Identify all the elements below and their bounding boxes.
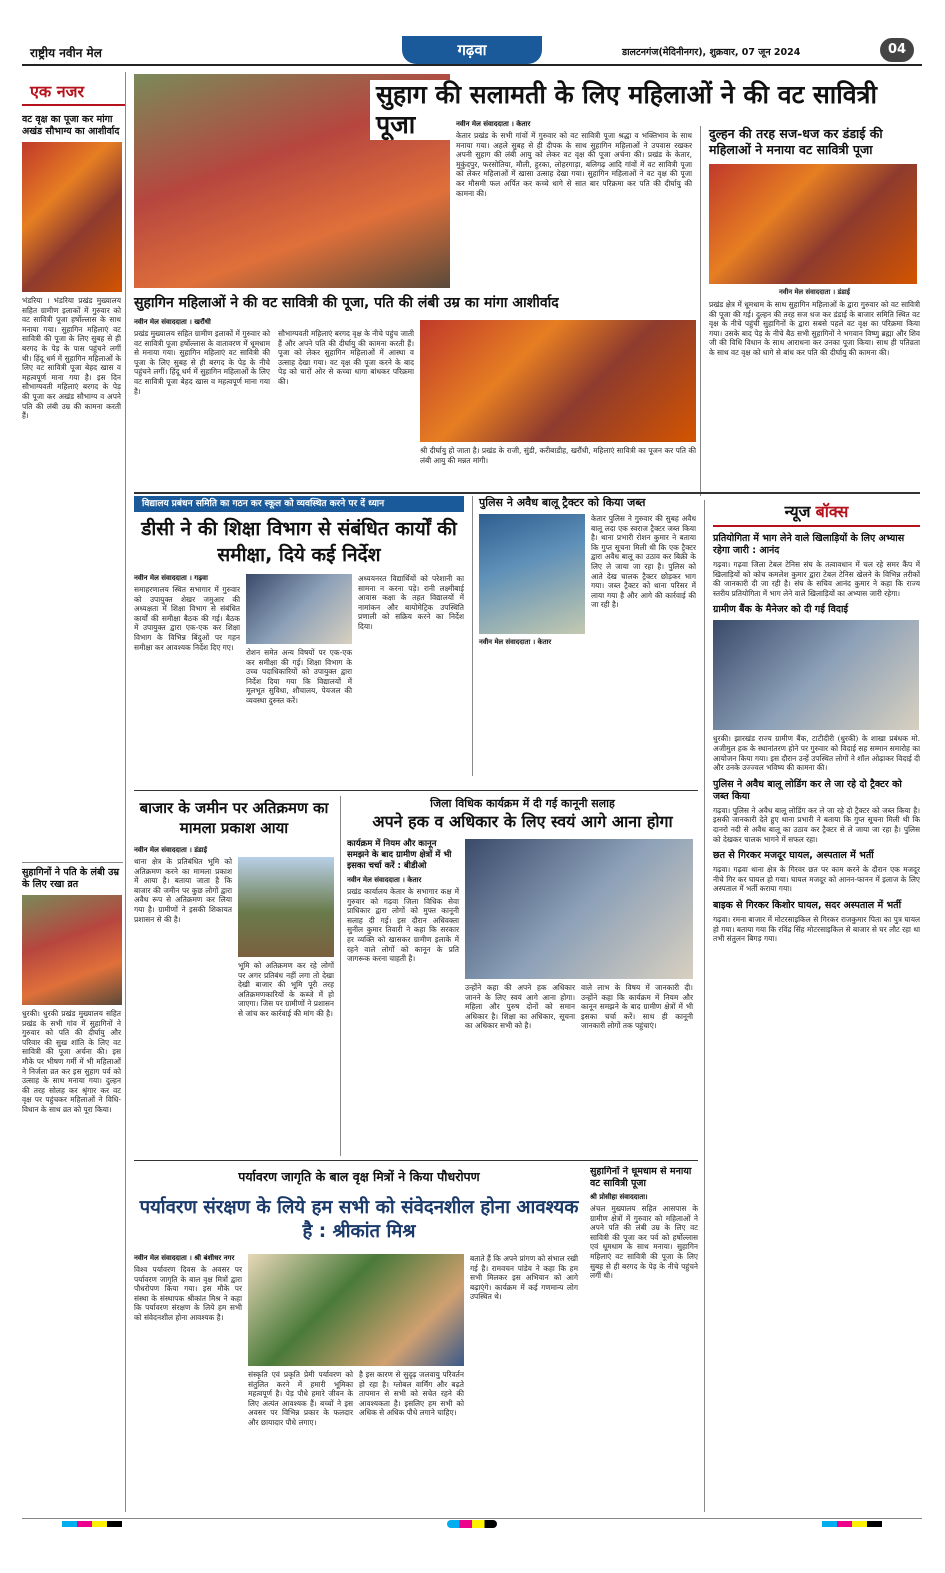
encroach-byline: नवीन मेल संवाददाता । डंडाई bbox=[134, 846, 208, 854]
color-mark-left bbox=[62, 1521, 122, 1527]
news-box-headline-2: ग्रामीण बैंक के मैनेजर को दी गई विदाई bbox=[713, 604, 849, 616]
lead-body: केतार प्रखंड के सभी गांवों में गुरुवार को वट सावित्री पूजा श्रद्धा व भक्तिभाव के साथ मनाया गया। अहले सुबह से ही दीपक के साथ सुहागिन महिलाओं ने उपवास रखकर अपनी सुहाग की लंबी आयु को लेकर वट वृक्ष की पूजा अर्चना की। प्रखंड के केतार, मुकुंदपुर, फरसोतिया, मौली, हुरका, लोहरगाड़ा, बलिगढ़ आदि गांवों में वट सावित्री पूजा को लेकर महिलाओं में खासा उत्साह देखा गया। सुहागिन महिलाओं ने वट वृक्ष की पूजा कर मौसमी फल अर्पित कर कच्चे धागे से सात बार परिक्रमा कर पति की दीर्घायु की कामना की। bbox=[456, 131, 692, 198]
worship-photo-1 bbox=[22, 142, 122, 292]
news-box-label-b: बॉक्स bbox=[815, 502, 849, 521]
dc-kicker: विद्यालय प्रबंधन समिति का गठन कर स्कूल को व्यवस्थित करने पर दें ध्यान bbox=[134, 496, 464, 512]
color-mark-center bbox=[447, 1520, 497, 1528]
env-body-3: है इस कारण से सुदृढ़ जलवायु परिवर्तन हो रहा है। ग्लोबल वार्मिंग और बढ़ते तापमान से सभी को सचेत रहने की आवश्यकता है। इसलिए हम सभी को अधिक से अधिक पौधे लगाने चाहिए। bbox=[359, 1370, 464, 1418]
env-body-2: संस्कृति एवं प्रकृति प्रेमी पर्यावरण को संतुलित करने में हमारी भूमिका महत्वपूर्ण है। पेड़ पौधे हमारे जीवन के लिए अत्यंत आवश्यक हैं। बच्चों ने इस अवसर पर विभिन्न प्रकार के फलदार और छायादार पौधे लगाए। bbox=[248, 1370, 353, 1427]
masthead bbox=[22, 36, 922, 66]
dhumdham-title: सुहागिनों ने धूमधाम से मनाया वट सावित्री पूजा bbox=[590, 1166, 692, 1189]
env-kicker: पर्यावरण जागृति के बाल वृक्ष मित्रों ने किया पौधरोपण bbox=[238, 1169, 480, 1184]
legal-body-1: प्रखंड कार्यालय केतार के सभागार कक्ष में गुरुवार को गढ़वा जिला विधिक सेवा प्राधिकार द्वारा लोगों को मुफ्त कानूनी सलाह दी गई। इस दौरान अधिवक्ता सुनील कुमार तिवारी ने कहा कि सरकार हर व्यक्ति को खासकर ग्रामीण इलाके में रहने वाले लोगों को कानून के प्रति जागरूक करना चाहती है। bbox=[347, 887, 459, 964]
news-box-body-4: गढ़वा। गढ़वा थाना क्षेत्र के गिरवर छत पर काम करने के दौरान एक मजदूर नीचे गिर कर घायल हो गया। घायल मजदूर को आनन-फानन में इलाज के लिए अस्पताल में भर्ती कराया गया। bbox=[713, 865, 920, 894]
paper-name: राष्ट्रीय नवीन मेल bbox=[30, 46, 102, 60]
legal-body-3: वाले लाभ के विषय में जानकारी दी। उन्होंने कहा कि कार्यक्रम में नियम और कानून समझने के बाद ग्रामीण क्षेत्रों में भी इसका चर्चा करें। साथ ही कानूनी जानकारी लोगों तक पहुंचाएं। bbox=[581, 983, 693, 1031]
news-box-headline-3: पुलिस ने अवैध बालू लोडिंग कर ले जा रहे दो ट्रैक्टर को जब्त किया bbox=[713, 778, 902, 802]
page-number: 04 bbox=[887, 42, 907, 57]
news-box-body-3: गढ़वा। पुलिस ने अवैध बालू लोडिंग कर ले जा रहे दो ट्रैक्टर को जब्त किया है। इसकी जानकारी देते हुए थाना प्रभारी ने बताया कि गुप्त सूचना मिली थी कि दानरो नदी से अवैध बालू का उठाव कर ट्रैक्टर से ले जाया जा रहा है। पुलिस को देखकर चालक भागने में सफल रहा। bbox=[713, 805, 920, 844]
footer-bar bbox=[22, 1518, 922, 1528]
kharaundhi-byline: नवीन मेल संवाददाता । खरौंधी bbox=[134, 318, 211, 326]
tractor-body: केतार पुलिस ने गुरुवार की सुबह अवैध बालू लदा एक स्वराज ट्रैक्टर जब्त किया है। थाना प्रभारी रोशन कुमार ने बताया कि गुप्त सूचना मिली थी कि एक ट्रैक्टर द्वारा अवैध बालू का उठाव कर बिक्री के लिए ले जाया जा रहा है। पुलिस को आते देख चालक ट्रैक्टर छोड़कर भाग गया। जब्त ट्रैक्टर को थाना परिसर में लाया गया है और आगे की कार्रवाई की जा रही है। bbox=[591, 514, 696, 610]
legal-byline: नवीन मेल संवाददाता । केतार bbox=[347, 876, 422, 884]
env-byline: नवीन मेल संवाददाता । श्री बंशीधर नगर bbox=[134, 1254, 235, 1262]
dc-story bbox=[134, 574, 464, 770]
dandai-body: प्रखंड क्षेत्र में धूमधाम के साथ सुहागिन महिलाओं के द्वारा गुरुवार को वट सावित्री की पूजा की गई। दुल्हन की तरह सज धज कर डंडाई के बाजार समिति स्थित वट वृक्ष के नीचे पहुंची सुहागिनों के द्वारा सबसे पहले वट वृक्ष का परिक्रमा किया गया। उसके बाद पेड़ के नीचे बैठ सभी सुहागिनों ने भगवान विष्णु ब्रह्मा और शिव जी की विधि विधान के साथ आराधना कर उनका पूजा किया। साथ ही पतिव्रता के साथ वट वृक्ष को धागे से बांध कर पति की दीर्घायु की कामना की। bbox=[709, 300, 920, 357]
lead-story bbox=[456, 120, 692, 290]
ek-nazar-label: एक नजर bbox=[22, 72, 125, 106]
dc-byline: नवीन मेल संवाददाता । गढ़वा bbox=[134, 574, 208, 582]
divider-1 bbox=[134, 492, 920, 494]
divider-2 bbox=[134, 790, 698, 791]
dhumdham-story bbox=[590, 1166, 698, 1512]
news-box-heading bbox=[713, 500, 920, 527]
env-body-4: बताते हैं कि अपने प्रांगण को संभाल रखी गई है। रामवचन पांडेय ने कहा कि हम सभी मिलकर इस अभियान को आगे बढ़ाएंगे। कार्यक्रम में कई गणमान्य लोग उपस्थित थे। bbox=[470, 1254, 578, 1302]
news-box-headline-5: बाइक से गिरकर किशोर घायल, सदर अस्पताल में भर्ती bbox=[713, 899, 902, 911]
dhumdham-body: अंचल मुख्यालय सहित आसपास के ग्रामीण क्षेत्रों में गुरुवार को महिलाओं ने अपने पति की लंबी उम्र के लिए वट सावित्री की पूजा कर पर्व को हर्षोल्लास एवं धूमधाम के साथ मनाया। सुहागिन महिलाएं वट सावित्री की पूजा के लिए सुबह से ही बरगद के पेड़ के नीचे पहुंचने लगीं थी। bbox=[590, 1204, 698, 1281]
dateline: डालटनगंज(मेदिनीनगर), शुक्रवार, 07 जून 2024 bbox=[622, 47, 801, 58]
dhumdham-byline: श्री प्रोसीहा संवाददाता। bbox=[590, 1193, 648, 1201]
lead-title: सुहाग की सलामती के लिए महिलाओं ने की वट सावित्री पूजा bbox=[370, 80, 918, 140]
env-story bbox=[134, 1254, 584, 1512]
env-body-1: विश्व पर्यावरण दिवस के अवसर पर पर्यावरण जागृति के बाल वृक्ष मित्रों द्वारा पौधरोपण किया गया। इस मौके पर संस्था के संस्थापक श्रीकांत मिश्र ने कहा कि पर्यावरण संरक्षण के लिये हम सभी को संवेदनशील होना आवश्यक है। bbox=[134, 1265, 242, 1322]
kharaundhi-title: सुहागिन महिलाओं ने की वट सावित्री की पूजा, पति की लंबी उम्र का मांगा आशीर्वाद bbox=[134, 295, 559, 311]
dc-title: डीसी ने की शिक्षा विभाग से संबंधित कार्यों की समीक्षा, दिये कई निर्देश bbox=[141, 518, 457, 566]
kharaundhi-photo bbox=[420, 320, 696, 442]
legal-title: अपने हक व अधिकार के लिए स्वयं आगे आना होगा bbox=[372, 812, 673, 831]
legal-kicker: जिला विधिक कार्यक्रम में दी गई कानूनी सलाह bbox=[430, 797, 615, 810]
ek-nazar-body-2: धुरकी। धुरकी प्रखंड मुख्यालय सहित प्रखंड के सभी गांव में सुहागिनों ने गुरुवार को पति की दीर्घायु और परिवार की सुख शांति के लिए वट सावित्री की पूजा अर्चना की। इस मौके पर भीषण गर्मी में भी महिलाओं ने निर्जला व्रत कर इस सुहाग पर्व को उत्साह के साथ मनाया गया। दुल्हन की तरह सोलह कर श्रृंगार कर वट वृक्ष पर पहुंचकर महिलाओं ने विधि-विधान के साथ व्रत को पूरा किया। bbox=[22, 1009, 121, 1114]
news-box-body-1: गढ़वा। गढ़वा जिला टेबल टेनिस संघ के तत्वावधान में चल रहे समर कैंप में खिलाड़ियों को कोच कमलेश कुमार द्वारा टेबल टेनिस खेलने के विभिन्न तरीकों की जानकारी दी जा रही है। संघ के सचिव आनंद कुमार ने कहा कि राज्य स्तरीय प्रतियोगिता में भाग लेने वाले खिलाड़ियों का अभ्यास जारी रहेगा। bbox=[713, 560, 920, 598]
dc-body-2: रोशन समेत अन्य विषयों पर एक-एक कर समीक्षा की गई। शिक्षा विभाग के उच्च पदाधिकारियों को उपायुक्त द्वारा निर्देश दिया गया कि विद्यालयों में मूलभूत सुविधा, शौचालय, पेयजल की व्यवस्था दुरुस्त करें। bbox=[246, 648, 352, 705]
color-mark-right bbox=[822, 1521, 882, 1527]
encroach-body-2: भूमि को अतिक्रमण कर रहे लोगों पर अगर प्रतिबंध नहीं लगा तो देखा देखी बाजार की भूमि पूरी तरह अतिक्रमणकारियों के कब्जे में हो जाएगा। जिस पर ग्रामीणों ने प्रशासन से जांच कर कार्रवाई की मांग की है। bbox=[238, 961, 334, 1018]
kharaundhi-body-1: प्रखंड मुख्यालय सहित ग्रामीण इलाकों में गुरुवार को वट सावित्री पूजा हर्षोल्लास के वातावरण में धूमधाम से मनाया गया। सुहागिन महिलाएं वट सावित्री की पूजा के लिए सुबह से ही बरगद के पेड़ के नीचे पहुंचने लगीं। हिंदू धर्म में सुहागिन महिलाओं के लिए वट सावित्री पूजा बेहद खास व महत्वपूर्ण माना गया है। bbox=[134, 329, 270, 396]
news-box bbox=[704, 500, 920, 1512]
lead-byline: नवीन मेल संवाददाता । केतार bbox=[456, 120, 531, 128]
section-title: गढ़वा bbox=[457, 41, 487, 59]
legal-story bbox=[340, 796, 698, 1156]
news-box-body-2: धुरकी। झारखंड राज्य ग्रामीण बैंक, टाटीदीरी (धुरकी) के शाखा प्रबंधक मो. अजीमुल हक के स्थानांतरण होने पर गुरुवार को विदाई सह सम्मान समारोह का आयोजन किया गया। इस दौरान उन्हें उपस्थित लोगों ने शॉल ओढ़ाकर विदाई दी और उनके उज्ज्वल भविष्य की कामना की। bbox=[713, 734, 920, 773]
tractor-title: पुलिस ने अवैध बालू ट्रैक्टर को किया जब्त bbox=[479, 496, 646, 509]
news-box-body-5: गढ़वा। रमना बाजार में मोटरसाइकिल से गिरकर राजकुमार पिता का पुत्र घायल हो गया। बताया गया कि रविंद्र सिंह मोटरसाइकिल से बाजार से घर लौट रहा था तभी संतुलन बिगड़ गया। bbox=[713, 914, 920, 944]
plantation-photo bbox=[248, 1254, 464, 1366]
legal-camp-photo bbox=[465, 839, 693, 979]
tractor-photo bbox=[479, 514, 585, 634]
env-title: पर्यावरण संरक्षण के लिये हम सभी को संवेदनशील होना आवश्यक है : श्रीकांत मिश्र bbox=[139, 1197, 579, 1242]
dc-meeting-photo bbox=[246, 574, 352, 644]
dandai-photo-caption: नवीन मेल संवाददाता । डंडाई bbox=[779, 288, 850, 296]
ek-nazar-headline-2: सुहागिनों ने पति के लंबी उम्र के लिए रखा व्रत bbox=[22, 862, 123, 891]
kharaundhi-story bbox=[134, 318, 414, 490]
ek-nazar-headline-1: वट वृक्ष का पूजा कर मांगा अखंड सौभाग्य का आशीर्वाद bbox=[22, 114, 120, 137]
tractor-byline: नवीन मेल संवाददाता । केतार bbox=[479, 638, 552, 646]
divider-3 bbox=[134, 1160, 698, 1161]
encroach-body-1: थाना क्षेत्र के प्रतिबंधित भूमि को अतिक्रमण करने का मामला प्रकाश में आया है। बताया जाता है कि बाजार की जमीन पर कुछ लोगों द्वारा अवैध रूप से अतिक्रमण कर लिया गया है। ग्रामीणों ने इसकी शिकायत प्रशासन से की है। bbox=[134, 857, 232, 924]
section-tab bbox=[402, 36, 542, 64]
dc-body-1: समाहरणालय स्थित सभागार में गुरुवार को उपायुक्त शेखर जमुआर की अध्यक्षता में शिक्षा विभाग से संबंधित कार्यों की समीक्षा बैठक की गई। बैठक में उपायुक्त द्वारा एक-एक कर शिक्षा विभाग के विभिन्न बिंदुओं पर गहन समीक्षा कर आवश्यक निर्देश दिए गए। bbox=[134, 585, 240, 652]
dandai-photo bbox=[709, 164, 917, 284]
legal-body-2: उन्होंने कहा की अपने हक अधिकार जानने के लिए स्वयं आगे आना होगा। महिला और पुरुष दोनों को समान अधिकार है। शिक्षा का अधिकार, सूचना का अधिकार सभी को है। bbox=[465, 983, 575, 1031]
bank-farewell-photo bbox=[713, 620, 919, 730]
dandai-headline: दुल्हन की तरह सज-धज कर डंडाई की महिलाओं ने मनाया वट सावित्री पूजा bbox=[709, 126, 883, 157]
news-box-label-a: न्यूज bbox=[784, 502, 811, 521]
page-number-badge bbox=[880, 38, 914, 62]
tractor-story bbox=[472, 496, 696, 776]
ek-nazar-column bbox=[22, 72, 126, 1512]
legal-subhead: कार्यक्रम में नियम और कानून समझने के बाद ग्रामीण क्षेत्रों में भी इसका चर्चा करें : बीडीओ bbox=[347, 839, 452, 871]
kharaundhi-body-2: सौभाग्यवती महिलाएं बरगद वृक्ष के नीचे पहुंच जाती हैं और अपने पति की दीर्घायु की कामना करती हैं। पूजा को लेकर सुहागिन महिलाओं में आस्था व उत्साह देखा गया। वट वृक्ष की पूजा करने के बाद पेड़ को चारों ओर से कच्चा धागा बांधकर परिक्रमा की। bbox=[278, 329, 414, 386]
encroach-story bbox=[134, 846, 334, 1156]
ek-nazar-body-1: भंडरिया । भंडरिया प्रखंड मुख्यालय सहित ग्रामीण इलाकों में गुरुवार को वट सावित्री पूजा हर्षोल्लास के साथ मनाया गया। सुहागिन महिलाएं वट सावित्री की पूजा के लिए सुबह से ही बरगद के पेड़ के पास पहुंचने लगीं थी। हिंदू धर्म में सुहागिन महिलाओं के लिए वट सावित्री पूजा बेहद खास व महत्वपूर्ण माना गया है। इस दिन सौभाग्यवती महिलाएं बरगद के पेड़ की पूजा कर अखंड सौभाग्य व अपने पति की लंबी उम्र की कामना करती हैं। bbox=[22, 296, 121, 421]
encroach-photo bbox=[238, 857, 334, 957]
news-box-headline-4: छत से गिरकर मजदूर घायल, अस्पताल में भर्ती bbox=[713, 850, 874, 862]
kharaundhi-photo-caption: श्री दीर्घायु हो जाता है। प्रखंड के राजी, सुंडी, करीबाडीह, खरौंधी, महिलाएं सावित्री का पूजन कर पति की लंबी आयु की मन्नत मांगी। bbox=[420, 446, 696, 465]
worship-photo-2 bbox=[22, 895, 122, 1005]
dandai-story bbox=[700, 126, 920, 496]
encroach-title: बाजार के जमीन पर अतिक्रमण का मामला प्रकाश आया bbox=[139, 799, 329, 837]
dc-body-3: अध्ययनरत विद्यार्थियों को परेशानी का सामना न करना पड़े। रानी लक्ष्मीबाई आवास कक्षा के तहत विद्यालयों में नामांकन और बायोमेट्रिक उपस्थिति प्रणाली को सक्रिय करने का निर्देश दिया। bbox=[358, 574, 464, 631]
news-box-headline-1: प्रतियोगिता में भाग लेने वाले खिलाड़ियों के लिए अभ्यास रहेगा जारी : आनंद bbox=[713, 533, 905, 556]
